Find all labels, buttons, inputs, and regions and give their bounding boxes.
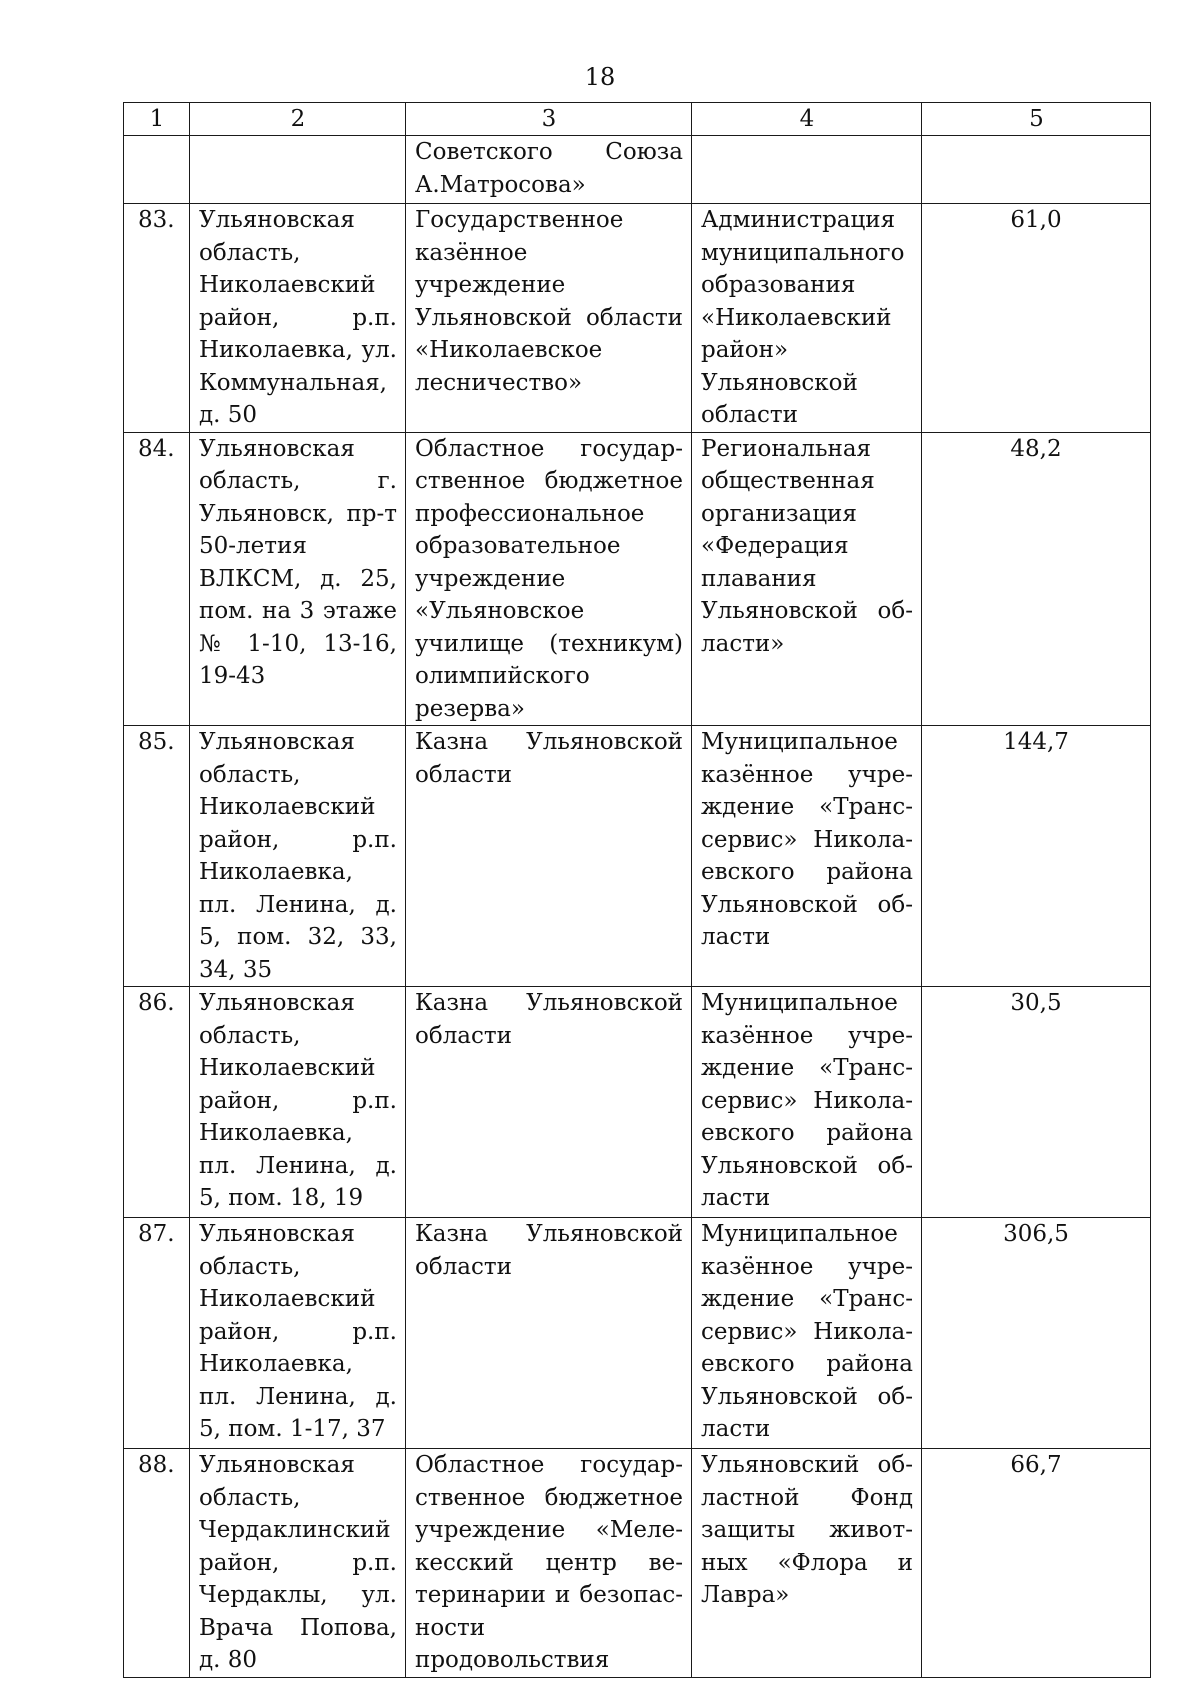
row-number — [124, 136, 190, 204]
row-holder: Казна Ульяновской области — [406, 726, 692, 987]
row-tenant: Муниципальное казённое учреждение «Транссервис» Николаевского района Ульяновской области — [692, 1218, 922, 1449]
row-area: 30,5 — [922, 987, 1151, 1218]
row-number: 85. — [124, 726, 190, 987]
row-address — [190, 136, 406, 204]
row-holder: Казна Ульяновской области — [406, 1218, 692, 1449]
row-tenant: Ульяновский областной Фонд защиты животных «Флора и Лавра» — [692, 1449, 922, 1678]
row-tenant: Региональная общественная организация «Федерация плавания Ульяновской области» — [692, 432, 922, 726]
row-address: Ульяновская область, Николаевский район, р.п. Николаевка, пл. Ленина, д. 5, пом. 32, 33, 34, 35 — [190, 726, 406, 987]
property-table — [123, 102, 1151, 1678]
table-row — [124, 987, 1151, 1218]
row-area: 144,7 — [922, 726, 1151, 987]
table-header-row — [124, 103, 1151, 136]
row-number: 86. — [124, 987, 190, 1218]
row-address: Ульяновская область, Николаевский район, р.п. Николаевка, ул. Коммунальная, д. 50 — [190, 204, 406, 433]
column-header-number: 1 — [124, 103, 190, 136]
table-row — [124, 432, 1151, 726]
row-address: Ульяновская область, Николаевский район, р.п. Николаевка, пл. Ленина, д. 5, пом. 1-17, 37 — [190, 1218, 406, 1449]
row-number: 83. — [124, 204, 190, 433]
row-holder: Областное государственное бюджетное профессиональное образовательное учреждение «Ульяновское училище (техникум) олимпийского резерва» — [406, 432, 692, 726]
table-row — [124, 726, 1151, 987]
row-area — [922, 136, 1151, 204]
row-area: 66,7 — [922, 1449, 1151, 1678]
column-header-tenant: 4 — [692, 103, 922, 136]
row-number: 84. — [124, 432, 190, 726]
row-tenant: Муниципальное казённое учреждение «Транссервис» Николаевского района Ульяновской области — [692, 726, 922, 987]
table-row — [124, 204, 1151, 433]
row-holder: Казна Ульяновской области — [406, 987, 692, 1218]
row-area: 48,2 — [922, 432, 1151, 726]
row-address: Ульяновская область, Николаевский район, р.п. Николаевка, пл. Ленина, д. 5, пом. 18, 19 — [190, 987, 406, 1218]
row-area: 61,0 — [922, 204, 1151, 433]
row-tenant: Администрация муниципального образования «Николаевский район» Ульяновской области — [692, 204, 922, 433]
table-row — [124, 1218, 1151, 1449]
row-tenant — [692, 136, 922, 204]
row-address: Ульяновская область, г. Ульяновск, пр-т 50-летия ВЛКСМ, д. 25, пом. на 3 этаже № 1-10, 13-16, 19-43 — [190, 432, 406, 726]
row-tenant: Муниципальное казённое учреждение «Транссервис» Николаевского района Ульяновской области — [692, 987, 922, 1218]
column-header-area: 5 — [922, 103, 1151, 136]
row-number: 87. — [124, 1218, 190, 1449]
table-row — [124, 1449, 1151, 1678]
table-row-continuation — [124, 136, 1151, 204]
column-header-holder: 3 — [406, 103, 692, 136]
column-header-address: 2 — [190, 103, 406, 136]
row-area: 306,5 — [922, 1218, 1151, 1449]
row-holder: Государственное казённое учреждение Ульяновской области «Николаевское лесничество» — [406, 204, 692, 433]
row-number: 88. — [124, 1449, 190, 1678]
row-address: Ульяновская область, Чердаклинский район, р.п. Чердаклы, ул. Врача Попова, д. 80 — [190, 1449, 406, 1678]
row-holder: Областное государственное бюджетное учреждение «Мелекесский центр ветеринарии и безопасности продовольствия — [406, 1449, 692, 1678]
row-holder: Советского Союза А.Матросова» — [406, 136, 692, 204]
page-number: 18 — [584, 63, 616, 91]
